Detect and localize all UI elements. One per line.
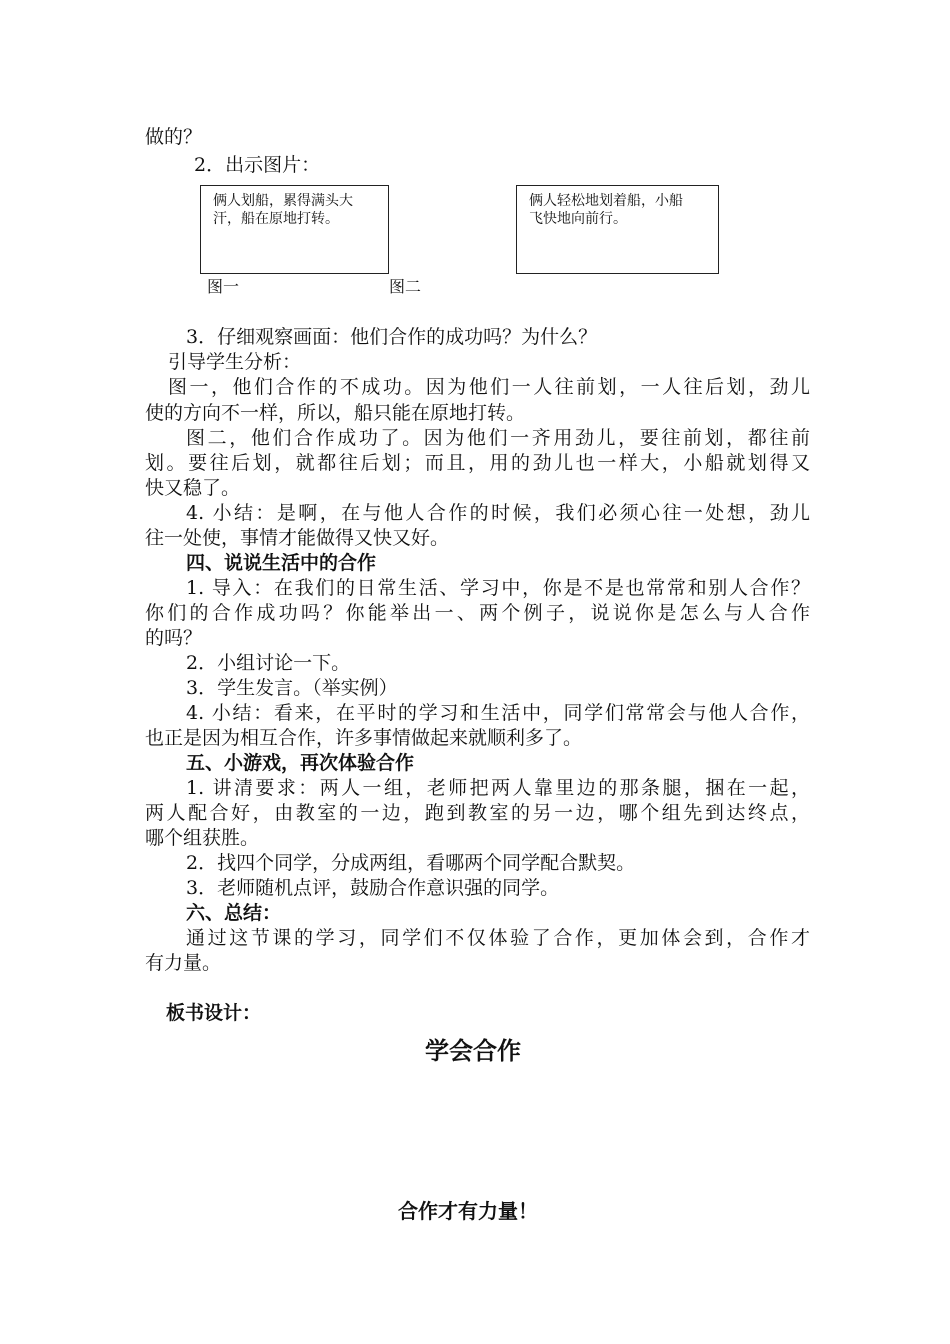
text-line: 的吗？ <box>145 627 203 649</box>
text-line: 3．老师随机点评，鼓励合作意识强的同学。 <box>186 877 560 899</box>
text-line: 使的方向不一样，所以，船只能在原地打转。 <box>145 402 526 424</box>
section-heading: 六、总结： <box>186 902 282 924</box>
text-line: 3．学生发言。（举实例） <box>186 677 398 699</box>
text-line: 1. 讲清要求：两人一组，老师把两人靠里边的那条腿，捆在一起， <box>186 777 810 799</box>
text-line: 图一，他们合作的不成功。因为他们一人往前划，一人往后划，劲儿 <box>168 376 810 398</box>
board-motto: 合作才有力量！ <box>398 1199 538 1223</box>
text-line: 往一处使，事情才能做得又快又好。 <box>145 527 450 549</box>
text-line: 做的？ <box>145 126 203 148</box>
section-heading: 五、小游戏，再次体验合作 <box>186 752 415 774</box>
text-line: 3．仔细观察画面：他们合作的成功吗？为什么？ <box>186 326 598 348</box>
figure-two-caption: 图二 <box>389 277 422 296</box>
text-line: 你们的合作成功吗？你能举出一、两个例子，说说你是怎么与人合作 <box>145 602 810 624</box>
figure-two-text: 俩人轻松地划着船，小船 飞快地向前行。 <box>529 193 683 227</box>
text-line: 快又稳了。 <box>145 477 241 499</box>
text-line: 4. 小结：是啊，在与他人合作的时候，我们必须心往一处想，劲儿 <box>186 502 810 524</box>
text-line: 2．出示图片： <box>194 154 321 176</box>
text-line: 引导学生分析： <box>168 351 302 373</box>
text-line: 通过这节课的学习，同学们不仅体验了合作，更加体会到，合作才 <box>186 927 810 949</box>
figure-one-caption: 图一 <box>207 277 240 296</box>
board-title: 学会合作 <box>425 1037 521 1065</box>
text-line: 1. 导入：在我们的日常生活、学习中，你是不是也常常和别人合作？ <box>186 577 810 599</box>
text-line: 哪个组获胜。 <box>145 827 260 849</box>
board-design-label: 板书设计： <box>166 1002 262 1024</box>
text-line: 4. 小结：看来，在平时的学习和生活中，同学们常常会与他人合作， <box>186 702 810 724</box>
text-line: 2．找四个同学，分成两组，看哪两个同学配合默契。 <box>186 852 636 874</box>
text-line: 划。要往后划，就都往后划；而且，用的劲儿也一样大，小船就划得又 <box>145 452 810 474</box>
section-heading: 四、说说生活中的合作 <box>186 552 377 574</box>
text-line: 有力量。 <box>145 952 222 974</box>
figure-one-box <box>200 185 389 274</box>
figure-two-box <box>516 185 719 274</box>
text-line: 图二，他们合作成功了。因为他们一齐用劲儿，要往前划，都往前 <box>186 427 810 449</box>
text-line: 2．小组讨论一下。 <box>186 652 351 674</box>
text-line: 也正是因为相互合作，许多事情做起来就顺利多了。 <box>145 727 583 749</box>
text-line: 两人配合好，由教室的一边，跑到教室的另一边，哪个组先到达终点， <box>145 802 810 824</box>
figure-one-text: 俩人划船，累得满头大 汗，船在原地打转。 <box>213 193 353 227</box>
